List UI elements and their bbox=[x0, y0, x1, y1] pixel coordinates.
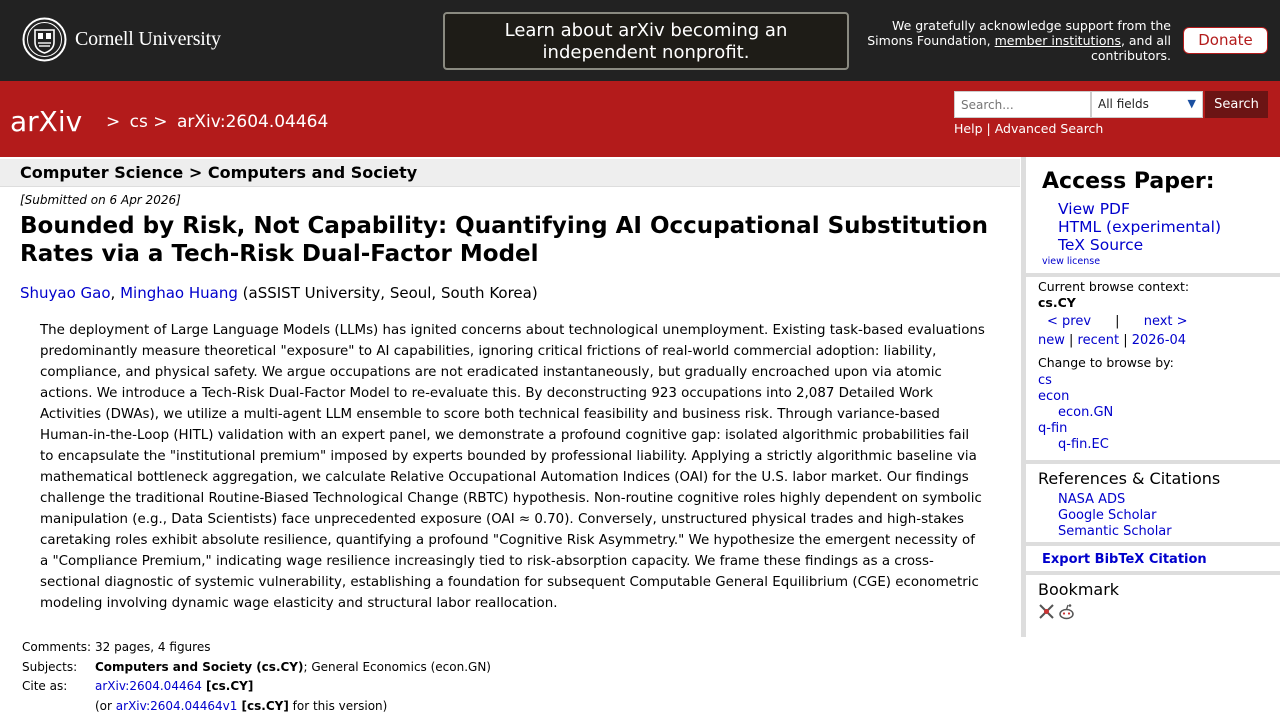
member-institutions-link[interactable]: member institutions bbox=[994, 33, 1121, 48]
references-list bbox=[1058, 492, 1172, 540]
nav-separator: | bbox=[1119, 333, 1132, 348]
donate-button[interactable]: Donate bbox=[1183, 27, 1268, 54]
breadcrumb-cs[interactable]: cs bbox=[129, 112, 148, 132]
metadata-table bbox=[22, 638, 491, 716]
nav-separator: | bbox=[1064, 333, 1078, 348]
browse-by-list bbox=[1038, 373, 1113, 453]
meta-row-comments bbox=[22, 638, 491, 658]
bibsonomy-icon[interactable] bbox=[1038, 603, 1055, 620]
search-field-select[interactable] bbox=[1091, 91, 1203, 118]
meta-label: Comments: bbox=[22, 640, 92, 654]
cite-version-pre: (or bbox=[95, 698, 116, 713]
sidebar-divider bbox=[1026, 542, 1280, 546]
authors bbox=[20, 284, 538, 302]
author-separator: , bbox=[110, 284, 121, 302]
arxiv-logo[interactable] bbox=[10, 104, 102, 140]
meta-label: Cite as: bbox=[22, 679, 68, 693]
help-separator: | bbox=[986, 121, 991, 136]
recent-link[interactable]: recent bbox=[1077, 333, 1120, 348]
primary-subject: Computers and Society (cs.CY) bbox=[95, 659, 304, 674]
cornell-seal-icon bbox=[22, 17, 67, 62]
sidebar-divider bbox=[1026, 571, 1280, 575]
meta-label: Subjects: bbox=[22, 659, 78, 674]
semantic-scholar-link[interactable]: Semantic Scholar bbox=[1058, 524, 1172, 539]
support-text-pre: We gratefully acknowledge support from the Simons Foundation, bbox=[867, 18, 1171, 48]
comments-value: 32 pages, 4 figures bbox=[95, 640, 211, 654]
browse-q-fin-link[interactable]: q-fin bbox=[1038, 421, 1068, 436]
secondary-subject: ; General Economics (econ.GN) bbox=[303, 659, 491, 674]
cornell-name: Cornell University bbox=[75, 28, 221, 50]
export-bibtex-link[interactable]: Export BibTeX Citation bbox=[1042, 552, 1207, 567]
author-link[interactable]: Shuyao Gao bbox=[20, 284, 111, 302]
browse-econ-link[interactable]: econ bbox=[1038, 389, 1070, 404]
month-link[interactable]: 2026-04 bbox=[1131, 333, 1187, 348]
next-link[interactable]: next > bbox=[1143, 314, 1188, 329]
top-banner bbox=[0, 0, 1280, 81]
advanced-search-link[interactable]: Advanced Search bbox=[994, 121, 1104, 136]
search-input[interactable] bbox=[954, 91, 1091, 118]
cite-version-tag: [cs.CY] bbox=[237, 698, 289, 713]
breadcrumb bbox=[106, 112, 332, 132]
breadcrumb-paper-id: arXiv:2604.04464 bbox=[176, 112, 329, 132]
meta-row-cite bbox=[22, 677, 491, 697]
paper-title: Bounded by Risk, Not Capability: Quantifying AI Occupational Substitution Rates via a Tech-Risk Dual-Factor Model bbox=[20, 213, 988, 267]
help-link[interactable]: Help bbox=[954, 121, 983, 136]
reddit-icon[interactable] bbox=[1058, 603, 1075, 620]
listing-nav bbox=[1038, 333, 1186, 348]
view-pdf-link[interactable]: View PDF bbox=[1058, 200, 1130, 218]
new-link[interactable]: new bbox=[1038, 333, 1065, 348]
meta-row-cite-version bbox=[22, 697, 491, 717]
chevron-down-icon: ▼ bbox=[1187, 97, 1196, 110]
change-browse-label: Change to browse by: bbox=[1038, 355, 1174, 370]
breadcrumb-sep: > bbox=[153, 112, 168, 132]
subject-heading: Computer Science > Computers and Society bbox=[20, 163, 418, 182]
arxiv-logo-text: arXiv bbox=[10, 105, 83, 138]
bookmark-heading: Bookmark bbox=[1038, 580, 1120, 599]
cite-link[interactable]: arXiv:2604.04464 bbox=[95, 679, 202, 693]
prev-link[interactable]: < prev bbox=[1047, 314, 1092, 329]
references-heading: References & Citations bbox=[1038, 469, 1221, 488]
browse-cs-link[interactable]: cs bbox=[1038, 373, 1052, 388]
breadcrumb-sep: > bbox=[106, 112, 121, 132]
support-acknowledgement bbox=[858, 18, 1171, 63]
html-link[interactable]: HTML (experimental) bbox=[1058, 218, 1221, 236]
access-paper-heading: Access Paper: bbox=[1042, 169, 1215, 194]
support-text-post: , and all contributors. bbox=[1091, 33, 1171, 63]
search-field-value: All fields bbox=[1098, 97, 1149, 111]
sidebar-divider bbox=[1026, 273, 1280, 277]
browse-context-value: cs.CY bbox=[1038, 295, 1076, 310]
author-link[interactable]: Minghao Huang bbox=[120, 284, 238, 302]
sidebar bbox=[1021, 157, 1280, 637]
browse-q-fin-ec-link[interactable]: q-fin.EC bbox=[1058, 437, 1109, 452]
browse-context-label: Current browse context: bbox=[1038, 279, 1190, 294]
tex-source-link[interactable]: TeX Source bbox=[1058, 236, 1144, 254]
view-license-link[interactable]: view license bbox=[1042, 256, 1101, 267]
bookmark-icons bbox=[1038, 603, 1075, 620]
access-links bbox=[1058, 200, 1221, 254]
meta-row-subjects bbox=[22, 658, 491, 678]
author-affiliation: (aSSIST University, Seoul, South Korea) bbox=[237, 284, 538, 302]
nav-separator: | bbox=[1115, 314, 1120, 329]
arxiv-header bbox=[0, 81, 1280, 157]
cornell-logo-link[interactable] bbox=[22, 17, 221, 62]
search-button[interactable]: Search bbox=[1205, 91, 1268, 118]
abstract: The deployment of Large Language Models (LLMs) has ignited concerns about technological unemployment. Existing task-based evaluations predominantly measure theoretical "exposure" to AI capabilities, ignoring critical frictions of real-world commercial adoption: liability, compliance, and physical safety. We argue occupations are not eradicated instantaneously, but gradually encroached upon via atomic actions. We introduce a Tech-Risk Dual-Factor Model to re-evaluate this. By deconstructing 923 occupations into 2,087 Detailed Work Activities (DWAs), we utilize a multi-agent LLM ensemble to score both technical feasibility and business risk. Through variance-based Human-in-the-Loop (HITL) validation with an expert panel, we demonstrate a profound cognitive gap: isolated algorithmic probabilities fail to encapsulate the "institutional premium" imposed by experts bounded by professional liability. Applying a strictly algorithmic baseline via mathematical bottleneck aggregation, we calculate Relative Occupational Automation Indices (OAI) for the U.S. labor market. Our findings challenge the traditional Routine-Biased Technological Change (RBTC) hypothesis. Non-routine cognitive roles highly dependent on symbolic manipulation (e.g., Data Scientists) face unprecedented exposure (OAI ≈ 0.70). Conversely, unstructured physical trades and high-stakes caretaking roles exhibit absolute resilience, quantifying a profound "Cognitive Risk Asymmetry." We hypothesize the emergent necessity of a "Compliance Premium," indicating wage resilience increasingly tied to risk-absorption capacity. We frame these findings as a cross-sectional diagnostic of systemic vulnerability, establishing a foundation for subsequent Computable General Equilibrium (CGE) econometric modeling involving dynamic wage elasticity and structural labor reallocation. bbox=[40, 323, 985, 611]
cite-version-link[interactable]: arXiv:2604.04464v1 bbox=[115, 698, 238, 713]
nonprofit-announcement-link[interactable]: Learn about arXiv becoming an independent nonprofit. bbox=[443, 12, 849, 70]
browse-context bbox=[1038, 279, 1189, 311]
prev-next-nav bbox=[1038, 314, 1188, 329]
cite-tag: [cs.CY] bbox=[201, 679, 254, 693]
subject-header bbox=[0, 159, 1020, 187]
help-links bbox=[954, 121, 1103, 136]
cite-version-post: for this version) bbox=[288, 698, 388, 713]
sidebar-divider bbox=[1026, 460, 1280, 464]
submission-date: [Submitted on 6 Apr 2026] bbox=[20, 193, 181, 207]
nasa-ads-link[interactable]: NASA ADS bbox=[1058, 492, 1126, 507]
browse-econ-gn-link[interactable]: econ.GN bbox=[1058, 405, 1114, 420]
google-scholar-link[interactable]: Google Scholar bbox=[1058, 508, 1157, 523]
